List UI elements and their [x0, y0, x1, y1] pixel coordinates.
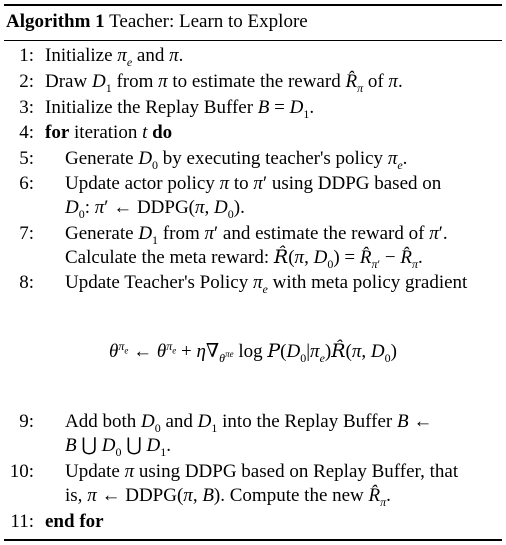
- step-8: Update Teacher's Policy $\pi_e$ with meta policy gradient: [65, 272, 468, 296]
- algorithm-title: [6, 10, 308, 34]
- algorithm-box: [4, 4, 502, 540]
- step-1: Initialize $\pi_e$ and π.: [45, 45, 184, 69]
- step-6: Update actor policy π to π′ using DDPG based on: [65, 173, 442, 194]
- step-number: 3:: [19, 97, 34, 118]
- step-10-cont: is, π ← DDPG(π, B). Compute the new $R̂_\pi$.: [65, 485, 391, 509]
- bottom-rule: [4, 539, 502, 541]
- top-rule: [4, 4, 502, 6]
- meta-policy-gradient-equation: $\theta^{\pi_e}$ ← $\theta^{\pi_e} + \eta\nabla_{\theta^{\pi e}}$ $\log P(D_0|\pi_e)R̂(\pi$, $D_0$): [109, 338, 397, 365]
- step-number: 2:: [19, 71, 34, 92]
- algorithm-label: Algorithm 1: [6, 11, 105, 32]
- step-number: 10:: [9, 461, 34, 482]
- step-9: Add both $D_0$ and $D_1$ into the Replay Buffer B ←: [65, 411, 433, 435]
- step-5: Generate $D_0$ by executing teacher's policy $\pi_e$.: [65, 148, 408, 172]
- step-number: 9:: [19, 411, 34, 432]
- step-4: for iteration t do: [45, 122, 173, 143]
- step-number: 5:: [19, 148, 34, 169]
- step-2: Draw $D_1$ from π to estimate the reward $R̂_\pi$ of π.: [45, 71, 403, 95]
- step-10: Update π using DDPG based on Replay Buffer, that: [65, 461, 459, 482]
- algorithm-name: Teacher: Learn to Explore: [109, 11, 308, 32]
- step-number: 4:: [19, 122, 34, 143]
- step-7: Generate $D_1$ from π′ and estimate the reward of π′.: [65, 223, 448, 247]
- step-number: 7:: [19, 223, 34, 244]
- header-rule: [4, 40, 502, 41]
- step-6-cont: $D_0$: π′ ← DDPG(π, $D_0$).: [65, 197, 245, 221]
- step-7-cont: Calculate the meta reward: R̂(π, $D_0$) = $R̂_{\pi'}$ − $R̂_\pi$.: [65, 246, 423, 271]
- step-3: Initialize the Replay Buffer $B = D_1$.: [45, 97, 315, 121]
- step-number: 1:: [19, 45, 34, 66]
- step-number: 8:: [19, 272, 34, 293]
- step-11: end for: [45, 511, 104, 532]
- step-9-cont: B ⋃ $D_0$ ⋃ $D_1$.: [65, 435, 172, 459]
- step-number: 6:: [19, 173, 34, 194]
- step-number: 11:: [10, 511, 34, 532]
